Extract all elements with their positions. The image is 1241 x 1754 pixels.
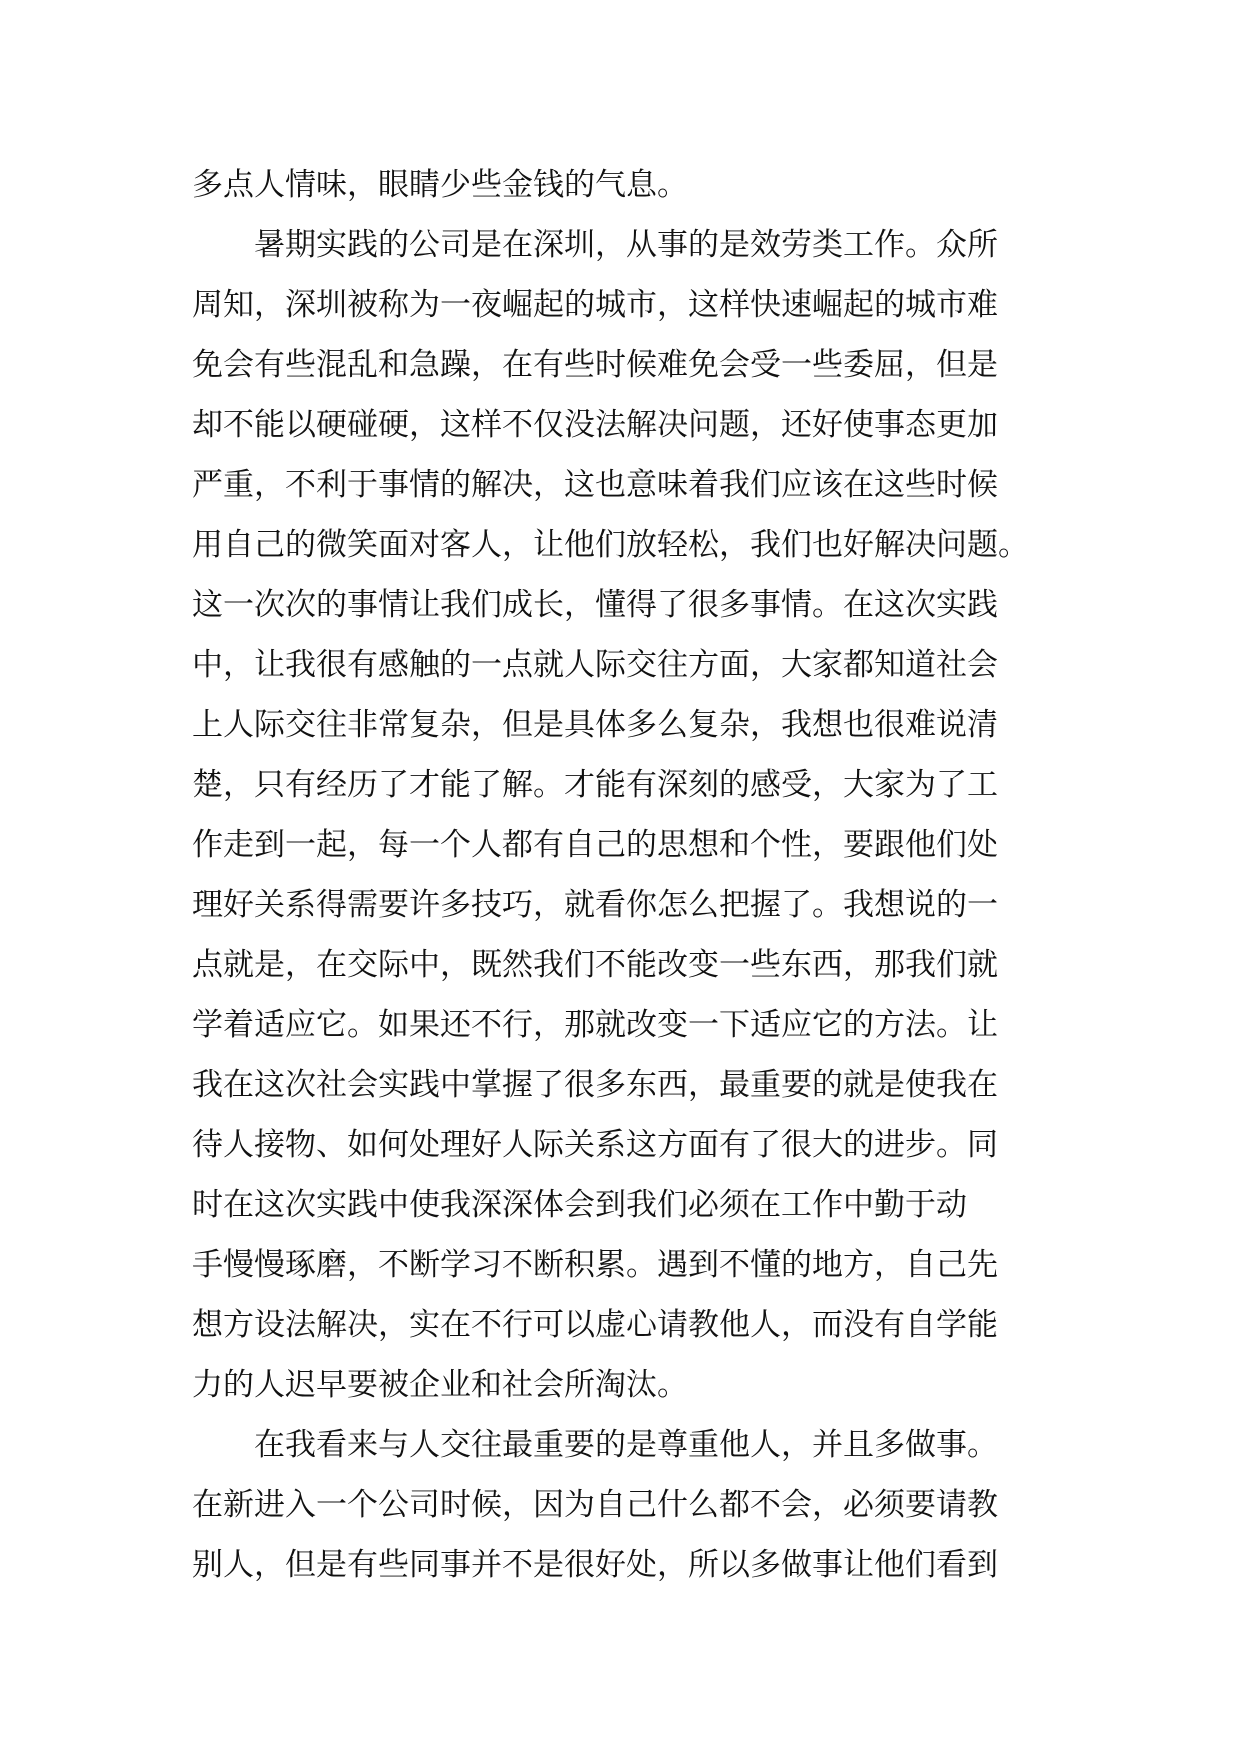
text-line: 作走到一起，每一个人都有自己的思想和个性，要跟他们处 [192,827,998,863]
paragraph-start-line: 暑期实践的公司是在深圳，从事的是效劳类工作。众所 [254,227,998,263]
text-line: 严重，不利于事情的解决，这也意味着我们应该在这些时候 [192,467,998,503]
text-line: 这一次次的事情让我们成长，懂得了很多事情。在这次实践 [192,587,998,623]
text-line: 中，让我很有感触的一点就人际交往方面，大家都知道社会 [192,647,998,683]
text-line: 周知，深圳被称为一夜崛起的城市，这样快速崛起的城市难 [192,287,998,323]
text-line: 我在这次社会实践中掌握了很多东西，最重要的就是使我在 [192,1067,998,1103]
text-line: 用自己的微笑面对客人，让他们放轻松，我们也好解决问题。 [192,527,1029,563]
body-text [192,155,1062,1595]
text-line: 免会有些混乱和急躁，在有些时候难免会受一些委屈，但是 [192,347,998,383]
text-line: 别人，但是有些同事并不是很好处，所以多做事让他们看到 [192,1547,998,1583]
text-line: 却不能以硬碰硬，这样不仅没法解决问题，还好使事态更加 [192,407,998,443]
text-line: 理好关系得需要许多技巧，就看你怎么把握了。我想说的一 [192,887,998,923]
text-line: 上人际交往非常复杂，但是具体多么复杂，我想也很难说清 [192,707,998,743]
text-line: 待人接物、如何处理好人际关系这方面有了很大的进步。同 [192,1127,998,1163]
text-line: 多点人情味，眼睛少些金钱的气息。 [192,167,688,203]
text-line: 学着适应它。如果还不行，那就改变一下适应它的方法。让 [192,1007,998,1043]
paragraph-start-line: 在我看来与人交往最重要的是尊重他人，并且多做事。 [254,1427,998,1463]
text-line: 想方设法解决，实在不行可以虚心请教他人，而没有自学能 [192,1307,998,1343]
text-line: 手慢慢琢磨，不断学习不断积累。遇到不懂的地方，自己先 [192,1247,998,1283]
text-line: 在新进入一个公司时候，因为自己什么都不会，必须要请教 [192,1487,998,1523]
text-line: 楚，只有经历了才能了解。才能有深刻的感受，大家为了工 [192,767,998,803]
text-line: 时在这次实践中使我深深体会到我们必须在工作中勤于动 [192,1187,967,1223]
text-line: 点就是，在交际中，既然我们不能改变一些东西，那我们就 [192,947,998,983]
text-line: 力的人迟早要被企业和社会所淘汰。 [192,1367,688,1403]
